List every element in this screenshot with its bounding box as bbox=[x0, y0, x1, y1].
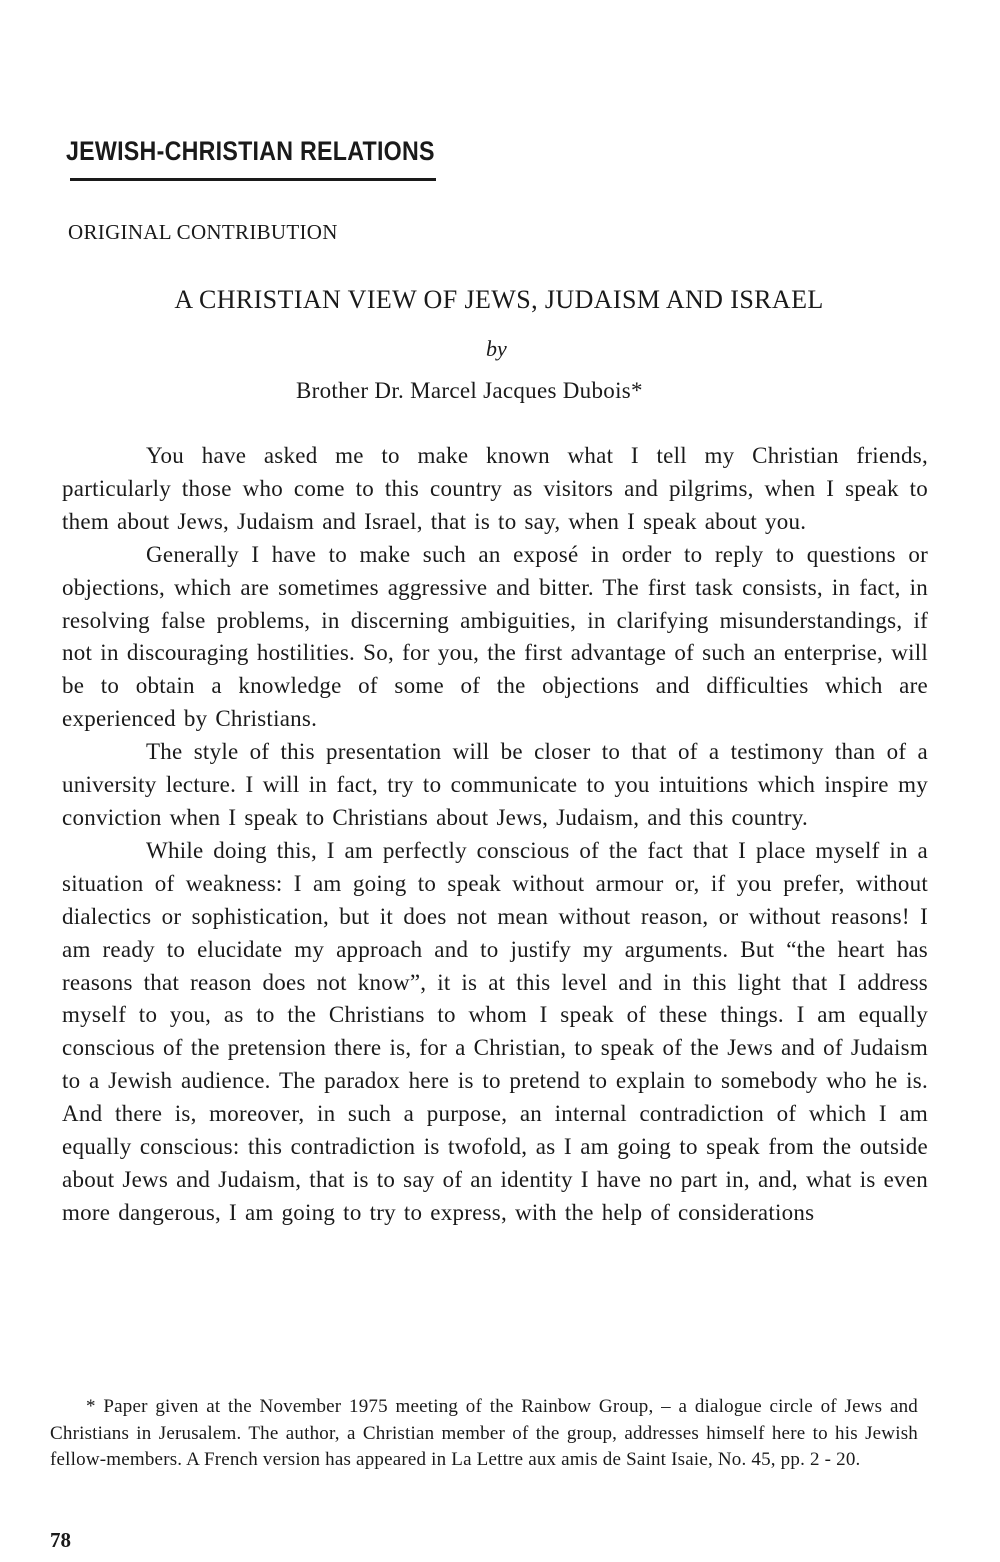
page-number: 78 bbox=[50, 1528, 71, 1552]
section-heading: JEWISH-CHRISTIAN RELATIONS bbox=[66, 136, 435, 166]
article-title bbox=[0, 285, 1000, 315]
article-title-text: A CHRISTIAN VIEW OF JEWS, JUDAISM AND ISRAEL bbox=[174, 285, 824, 314]
footnote-text: * Paper given at the November 1975 meeting of the Rainbow Group, – a dialogue circle of Jews and Christians in Jerusalem. The author, a Christian member of the group, addresses himself here to his Jewish fellow-members. A French version has appeared in La Lettre aux amis de Saint Isaie, No. 45, pp. 2 - 20. bbox=[50, 1396, 918, 1470]
heading-underline bbox=[70, 178, 436, 181]
byline-by: by bbox=[486, 336, 507, 361]
body-paragraph: Generally I have to make such an exposé in order to reply to questions or objections, which are sometimes aggressive and bitter. The first task consists, in fact, in resolving false problems, in discerning ambiguities, in clarifying misunderstandings, if not in discouraging hostilities. So, for you, the first advantage of such an enterprise, will be to obtain a knowledge of some of the objections and difficulties which are experienced by Christians. bbox=[62, 541, 928, 732]
body-paragraph: While doing this, I am perfectly conscious of the fact that I place myself in a situation of weakness: I am going to speak without armour or, if you prefer, without dialectics or sophistication, but it does not mean without reason, or without reasons! I am ready to elucidate my approach and to justify my arguments. But “the heart has reasons that reason does not know”, it is at this level and in this light that I address myself to you, as to the Christians to whom I speak of these things. I am equally conscious of the pretension there is, for a Christian, to speak of the Jews and of Judaism to a Jewish audience. The paradox here is to pretend to explain to somebody who he is. And there is, moreover, in such a purpose, an internal contradiction of which I am equally conscious: this contradiction is twofold, as I am going to speak from the outside about Jews and Judaism, that is to say of an identity I have no part in, and, what is even more dangerous, I am going to try to express, with the help of considerations bbox=[62, 837, 928, 1225]
article-body bbox=[62, 440, 928, 1230]
category-label: ORIGINAL CONTRIBUTION bbox=[68, 220, 338, 244]
footnote bbox=[50, 1394, 918, 1474]
body-paragraph: You have asked me to make known what I tell my Christian friends, particularly those who come to this country as visitors and pilgrims, when I speak to them about Jews, Judaism and Israel, that is to say, when I speak about you. bbox=[62, 443, 928, 534]
body-paragraph: The style of this presentation will be closer to that of a testimony than of a university lecture. I will in fact, try to communicate to you intuitions which inspire my conviction when I speak to Christians about Jews, Judaism, and this country. bbox=[62, 739, 928, 830]
author-name: Brother Dr. Marcel Jacques Dubois* bbox=[296, 378, 643, 403]
